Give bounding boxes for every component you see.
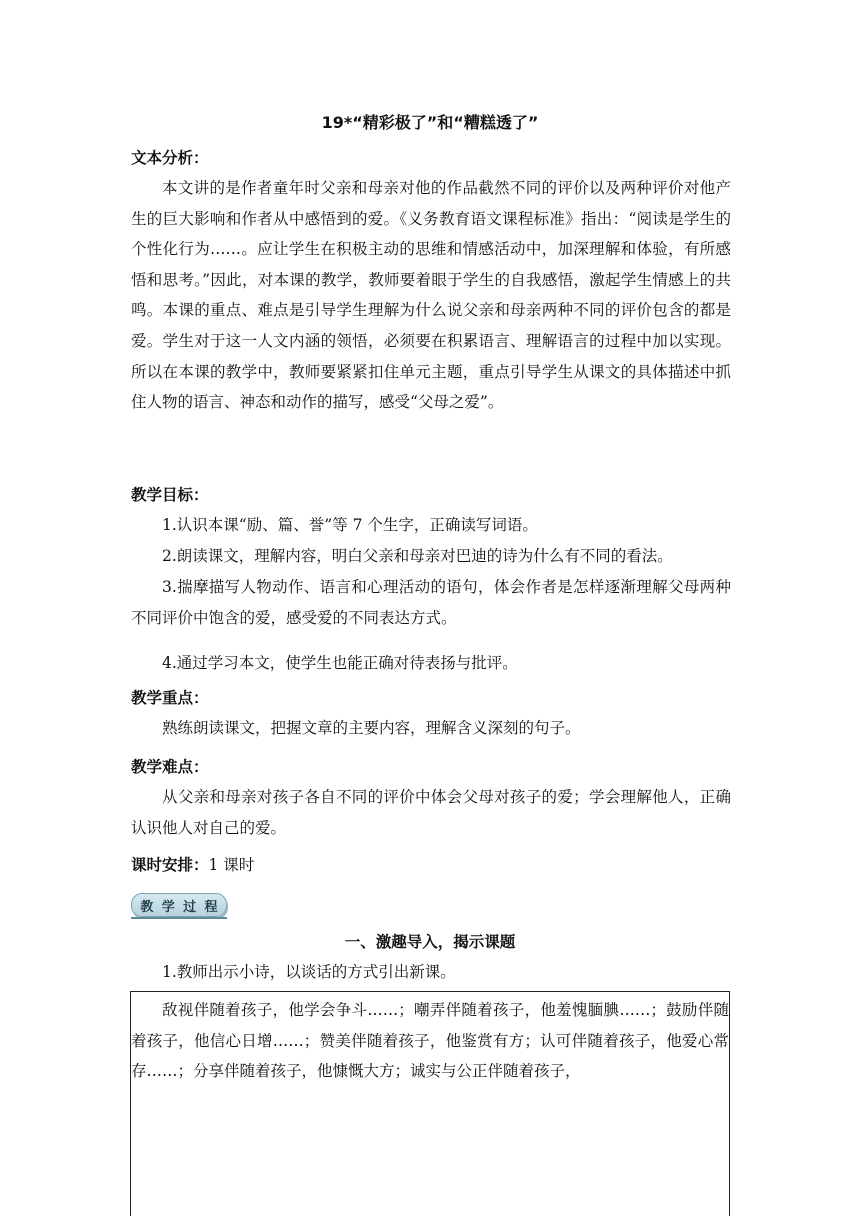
lesson-title: 19*“精彩极了”和“糟糕透了” <box>321 113 539 132</box>
key-points-text: 熟练朗读课文，把握文章的主要内容，理解含义深刻的句子。 <box>162 719 581 737</box>
poem-text: 敌视伴随着孩子，他学会争斗……；嘲弄伴随着孩子，他羞愧腼腆……；鼓励伴随着孩子，他信心日增……；赞美伴随着孩子，他鉴赏有方；认可伴随着孩子，他爱心常存……；分享伴随着孩子，他慷慨大方；诚实与公正伴随着孩子， <box>131 1001 729 1081</box>
text-analysis-paragraph: 本文讲的是作者童年时父亲和母亲对他的作品截然不同的评价以及两种评价对他产生的巨大影响和作者从中感悟到的爱。《义务教育语文课程标准》指出：“阅读是学生的个性化行为……。应让学生在积极主动的思维和情感活动中，加深理解和体验，有所感悟和思考。”因此，对本课的教学，教师要着眼于学生的自我感悟，激起学生情感上的共鸣。本课的重点、难点是引导学生理解为什么说父亲和母亲两种不同的评价包含的都是爱。学生对于这一人文内涵的领悟，必须要在积累语言、理解语言的过程中加以实现。所以在本课的教学中，教师要紧紧扣住单元主题，重点引导学生从课文的具体描述中抓住人物的语言、神态和动作的描写，感受“父母之爱”。 <box>131 179 731 412</box>
key-points-heading: 教学重点： <box>131 689 209 707</box>
text-analysis-heading: 文本分析： <box>131 149 209 167</box>
objectives-heading: 教学目标： <box>131 486 209 504</box>
badge-char-1: 教 <box>140 899 154 915</box>
badge-char-2: 学 <box>161 899 175 915</box>
schedule-value: 1 课时 <box>208 856 255 874</box>
badge-underline <box>131 917 227 919</box>
teaching-process-badge <box>131 893 227 919</box>
objective-item-2: 2.朗读课文，理解内容，明白父亲和母亲对巴迪的诗为什么有不同的看法。 <box>162 547 673 565</box>
schedule-line <box>131 850 731 881</box>
badge-char-3: 过 <box>183 899 197 915</box>
objective-item-1: 1.认识本课“励、篇、誉”等 7 个生字，正确读写词语。 <box>162 516 538 534</box>
badge-char-4: 程 <box>204 899 218 915</box>
difficulties-heading: 教学难点： <box>131 758 209 776</box>
section-one-title: 一、激趣导入，揭示课题 <box>344 933 516 951</box>
objective-item-4: 4.通过学习本文，使学生也能正确对待表扬与批评。 <box>162 654 518 672</box>
difficulties-text: 从父亲和母亲对孩子各自不同的评价中体会父母对孩子的爱；学会理解他人，正确认识他人对自己的爱。 <box>131 788 731 837</box>
schedule-label: 课时安排： <box>131 856 209 874</box>
objective-item-3: 3.揣摩描写人物动作、语言和心理活动的语句，体会作者是怎样逐渐理解父母两种不同评价中饱含的爱，感受爱的不同表达方式。 <box>131 578 731 627</box>
section-one-step-1: 1.教师出示小诗，以谈话的方式引出新课。 <box>162 963 456 981</box>
